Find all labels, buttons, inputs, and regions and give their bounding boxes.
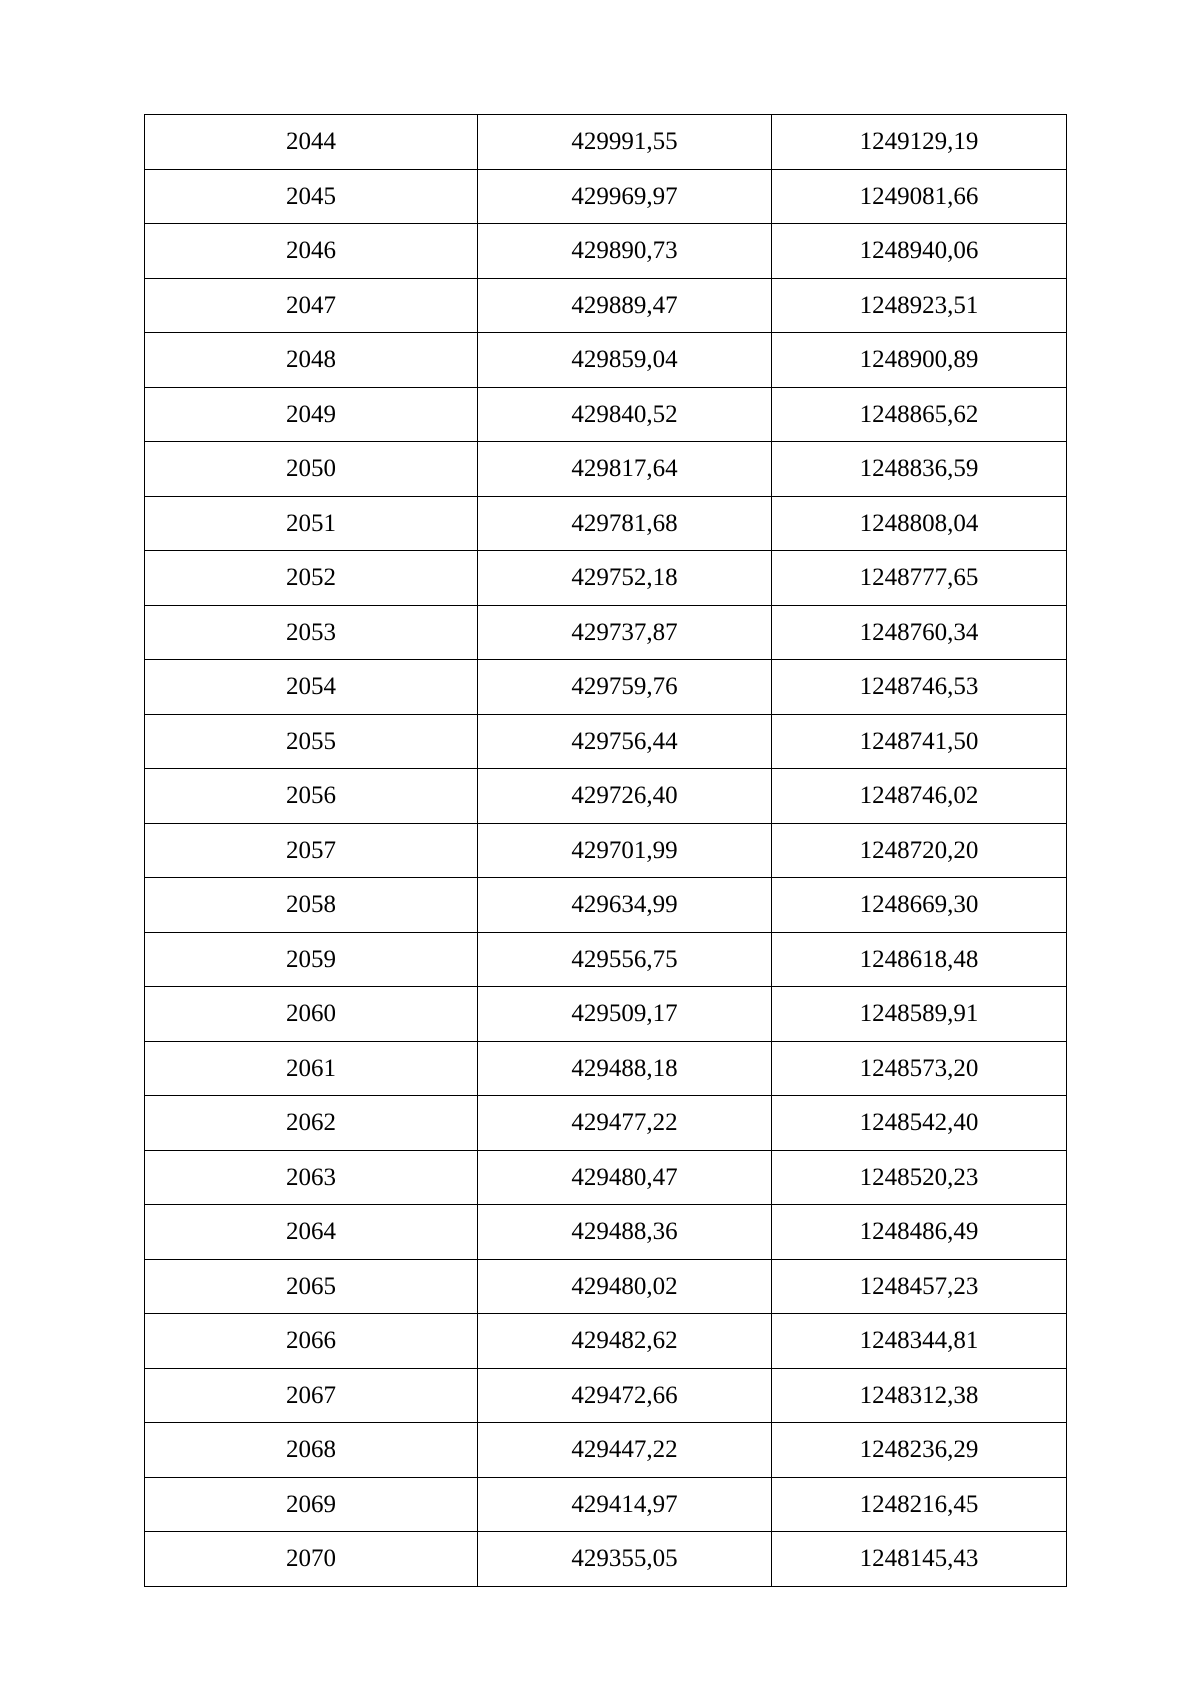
y-coordinate-cell: 1248589,91	[772, 987, 1067, 1042]
y-coordinate-cell: 1248486,49	[772, 1205, 1067, 1260]
x-coordinate-cell: 429817,64	[478, 442, 772, 497]
y-coordinate-cell: 1248542,40	[772, 1096, 1067, 1151]
y-coordinate-cell: 1248836,59	[772, 442, 1067, 497]
point-number-cell: 2067	[145, 1368, 478, 1423]
table-row	[145, 1150, 1067, 1205]
x-coordinate-cell: 429969,97	[478, 169, 772, 224]
y-coordinate-cell: 1248808,04	[772, 496, 1067, 551]
table-row	[145, 1205, 1067, 1260]
table-row	[145, 1259, 1067, 1314]
y-coordinate-cell: 1248573,20	[772, 1041, 1067, 1096]
y-coordinate-cell: 1248741,50	[772, 714, 1067, 769]
y-coordinate-cell: 1248923,51	[772, 278, 1067, 333]
table-row	[145, 878, 1067, 933]
table-row	[145, 1314, 1067, 1369]
y-coordinate-cell: 1248760,34	[772, 605, 1067, 660]
x-coordinate-cell: 429480,02	[478, 1259, 772, 1314]
y-coordinate-cell: 1248777,65	[772, 551, 1067, 606]
x-coordinate-cell: 429488,36	[478, 1205, 772, 1260]
table-row	[145, 1423, 1067, 1478]
y-coordinate-cell: 1248236,29	[772, 1423, 1067, 1478]
table-row	[145, 714, 1067, 769]
table-row	[145, 387, 1067, 442]
table-row	[145, 333, 1067, 388]
y-coordinate-cell: 1249129,19	[772, 115, 1067, 170]
x-coordinate-cell: 429991,55	[478, 115, 772, 170]
table-row	[145, 1041, 1067, 1096]
x-coordinate-cell: 429355,05	[478, 1532, 772, 1587]
table-row	[145, 496, 1067, 551]
x-coordinate-cell: 429634,99	[478, 878, 772, 933]
table-row	[145, 605, 1067, 660]
table-row	[145, 224, 1067, 279]
point-number-cell: 2057	[145, 823, 478, 878]
y-coordinate-cell: 1249081,66	[772, 169, 1067, 224]
y-coordinate-cell: 1248145,43	[772, 1532, 1067, 1587]
y-coordinate-cell: 1248618,48	[772, 932, 1067, 987]
point-number-cell: 2045	[145, 169, 478, 224]
x-coordinate-cell: 429752,18	[478, 551, 772, 606]
coordinates-table	[144, 114, 1067, 1587]
point-number-cell: 2060	[145, 987, 478, 1042]
x-coordinate-cell: 429477,22	[478, 1096, 772, 1151]
table-row	[145, 769, 1067, 824]
point-number-cell: 2059	[145, 932, 478, 987]
table-row	[145, 169, 1067, 224]
point-number-cell: 2066	[145, 1314, 478, 1369]
point-number-cell: 2050	[145, 442, 478, 497]
x-coordinate-cell: 429859,04	[478, 333, 772, 388]
coordinates-table-body	[145, 115, 1067, 1587]
x-coordinate-cell: 429759,76	[478, 660, 772, 715]
y-coordinate-cell: 1248746,53	[772, 660, 1067, 715]
point-number-cell: 2061	[145, 1041, 478, 1096]
table-row	[145, 1368, 1067, 1423]
y-coordinate-cell: 1248457,23	[772, 1259, 1067, 1314]
x-coordinate-cell: 429414,97	[478, 1477, 772, 1532]
point-number-cell: 2044	[145, 115, 478, 170]
point-number-cell: 2062	[145, 1096, 478, 1151]
point-number-cell: 2048	[145, 333, 478, 388]
point-number-cell: 2051	[145, 496, 478, 551]
table-row	[145, 115, 1067, 170]
x-coordinate-cell: 429890,73	[478, 224, 772, 279]
point-number-cell: 2058	[145, 878, 478, 933]
x-coordinate-cell: 429756,44	[478, 714, 772, 769]
y-coordinate-cell: 1248865,62	[772, 387, 1067, 442]
y-coordinate-cell: 1248720,20	[772, 823, 1067, 878]
point-number-cell: 2049	[145, 387, 478, 442]
y-coordinate-cell: 1248669,30	[772, 878, 1067, 933]
x-coordinate-cell: 429472,66	[478, 1368, 772, 1423]
x-coordinate-cell: 429781,68	[478, 496, 772, 551]
point-number-cell: 2053	[145, 605, 478, 660]
x-coordinate-cell: 429726,40	[478, 769, 772, 824]
x-coordinate-cell: 429509,17	[478, 987, 772, 1042]
table-row	[145, 278, 1067, 333]
table-row	[145, 660, 1067, 715]
table-row	[145, 442, 1067, 497]
point-number-cell: 2063	[145, 1150, 478, 1205]
point-number-cell: 2069	[145, 1477, 478, 1532]
y-coordinate-cell: 1248900,89	[772, 333, 1067, 388]
point-number-cell: 2065	[145, 1259, 478, 1314]
x-coordinate-cell: 429482,62	[478, 1314, 772, 1369]
table-row	[145, 1532, 1067, 1587]
point-number-cell: 2052	[145, 551, 478, 606]
point-number-cell: 2055	[145, 714, 478, 769]
y-coordinate-cell: 1248312,38	[772, 1368, 1067, 1423]
point-number-cell: 2056	[145, 769, 478, 824]
table-row	[145, 1477, 1067, 1532]
point-number-cell: 2068	[145, 1423, 478, 1478]
table-row	[145, 932, 1067, 987]
y-coordinate-cell: 1248746,02	[772, 769, 1067, 824]
table-row	[145, 823, 1067, 878]
point-number-cell: 2070	[145, 1532, 478, 1587]
y-coordinate-cell: 1248940,06	[772, 224, 1067, 279]
point-number-cell: 2064	[145, 1205, 478, 1260]
table-row	[145, 987, 1067, 1042]
y-coordinate-cell: 1248520,23	[772, 1150, 1067, 1205]
x-coordinate-cell: 429556,75	[478, 932, 772, 987]
y-coordinate-cell: 1248344,81	[772, 1314, 1067, 1369]
y-coordinate-cell: 1248216,45	[772, 1477, 1067, 1532]
point-number-cell: 2047	[145, 278, 478, 333]
x-coordinate-cell: 429889,47	[478, 278, 772, 333]
x-coordinate-cell: 429480,47	[478, 1150, 772, 1205]
x-coordinate-cell: 429447,22	[478, 1423, 772, 1478]
table-row	[145, 1096, 1067, 1151]
table-row	[145, 551, 1067, 606]
point-number-cell: 2054	[145, 660, 478, 715]
x-coordinate-cell: 429701,99	[478, 823, 772, 878]
x-coordinate-cell: 429840,52	[478, 387, 772, 442]
point-number-cell: 2046	[145, 224, 478, 279]
x-coordinate-cell: 429488,18	[478, 1041, 772, 1096]
x-coordinate-cell: 429737,87	[478, 605, 772, 660]
